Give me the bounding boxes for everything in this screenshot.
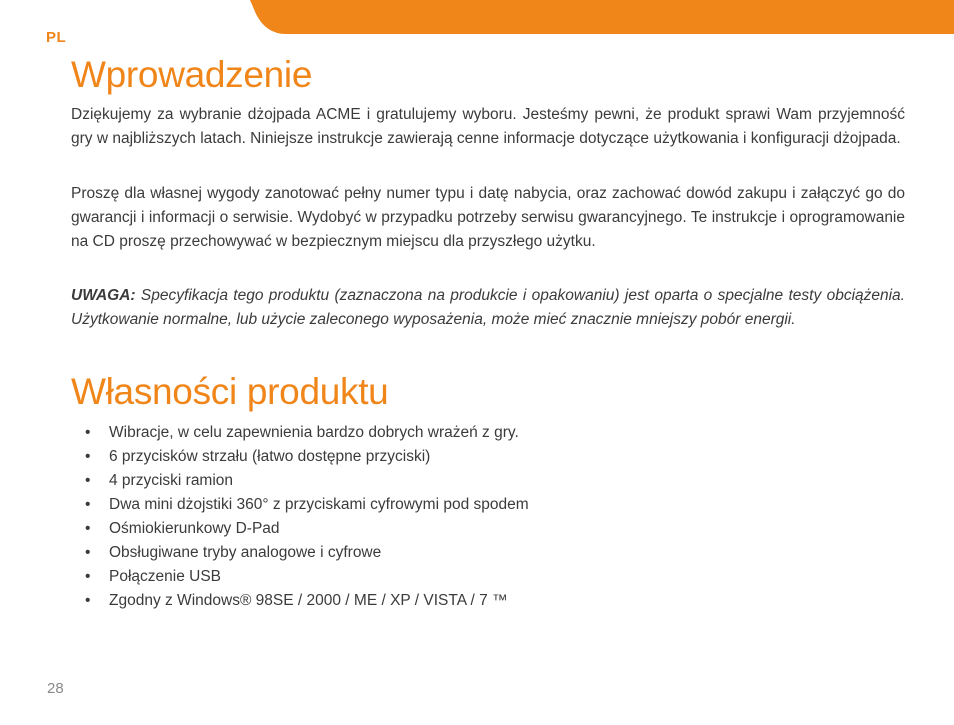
bullet-icon: • — [85, 472, 91, 489]
intro-paragraph-2: Proszę dla własnej wygody zanotować pełny numer typu i datę nabycia, oraz zachować dowód zakupu i załączyć go do gwarancji i informacji o serwisie. Wydobyć w przypadku potrzeby serwisu gwarancyjnego. Te instrukcje i oprogramowanie na CD proszę przechowywać w bezpiecznym miejscu dla przyszłego użytku. — [71, 185, 905, 250]
features-heading: Własności produktu — [71, 371, 389, 412]
features-list — [85, 421, 529, 613]
feature-text: Obsługiwane tryby analogowe i cyfrowe — [109, 544, 382, 561]
note-paragraph — [71, 284, 905, 332]
page-number: 28 — [47, 680, 64, 697]
feature-text: Ośmiokierunkowy D-Pad — [109, 520, 280, 537]
note-text: Specyfikacja tego produktu (zaznaczona na produkcie i opakowaniu) jest oparta o specjalne testy obciążenia. Użytkowanie normalne, lub użycie zaleconego wyposażenia, może mieć znacznie mniejszy pobór energii. — [71, 287, 905, 328]
bullet-icon: • — [85, 424, 91, 441]
list-item — [85, 493, 529, 517]
bullet-icon: • — [85, 496, 91, 513]
bullet-icon: • — [85, 544, 91, 561]
intro-heading: Wprowadzenie — [71, 54, 313, 95]
header-accent-bar — [0, 0, 954, 34]
feature-text: 4 przyciski ramion — [109, 472, 234, 489]
feature-text: Wibracje, w celu zapewnienia bardzo dobrych wrażeń z gry. — [109, 424, 519, 441]
feature-text: Połączenie USB — [109, 568, 222, 585]
list-item — [85, 541, 529, 565]
note-label: UWAGA: — [71, 287, 136, 304]
feature-text: 6 przycisków strzału (łatwo dostępne przyciski) — [109, 448, 431, 465]
list-item — [85, 421, 529, 445]
bullet-icon: • — [85, 592, 91, 609]
feature-text: Zgodny z Windows® 98SE / 2000 / ME / XP / VISTA / 7 ™ — [109, 592, 508, 609]
list-item — [85, 445, 529, 469]
list-item — [85, 589, 529, 613]
intro-paragraph-1: Dziękujemy za wybranie dżojpada ACME i gratulujemy wyboru. Jesteśmy pewni, że produkt sprawi Wam przyjemność gry w najbliższych latach. Niniejsze instrukcje zawierają cenne informacje dotyczące użytkowania i konfiguracji dżojpada. — [71, 106, 905, 147]
feature-text: Dwa mini dżojstiki 360° z przyciskami cyfrowymi pod spodem — [109, 496, 529, 513]
bullet-icon: • — [85, 568, 91, 585]
bullet-icon: • — [85, 448, 91, 465]
list-item — [85, 565, 529, 589]
language-label: PL — [46, 29, 67, 46]
bullet-icon: • — [85, 520, 91, 537]
list-item — [85, 469, 529, 493]
list-item — [85, 517, 529, 541]
